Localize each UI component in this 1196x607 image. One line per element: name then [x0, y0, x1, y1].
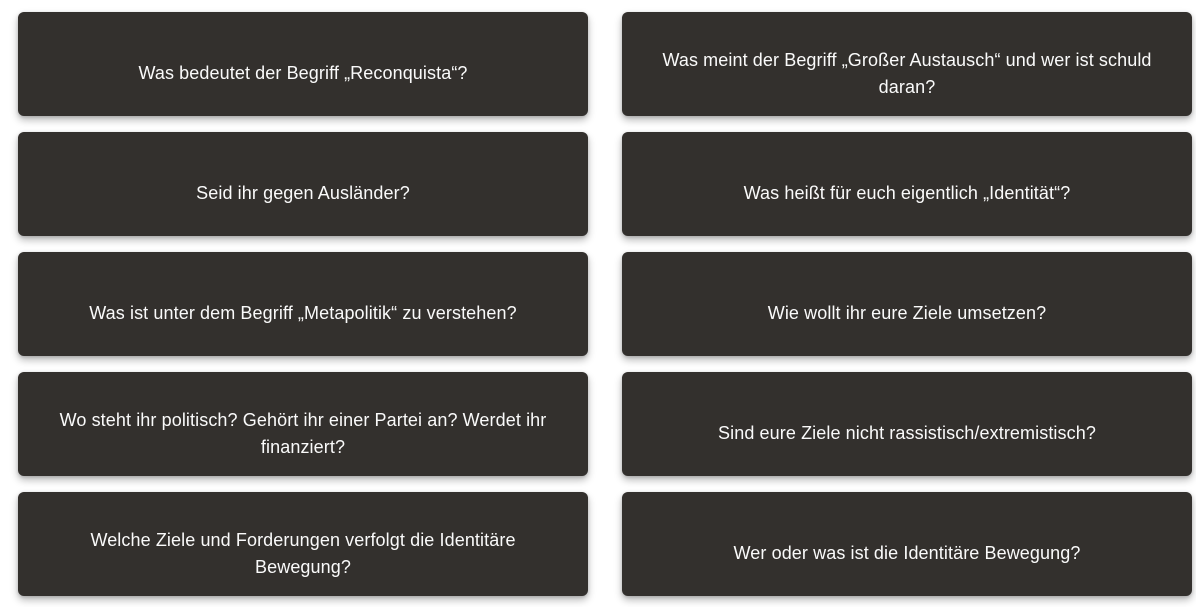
faq-question-card[interactable] [18, 372, 588, 476]
faq-question-label: Wo steht ihr politisch? Gehört ihr einer Partei an? Werdet ihr finanziert? [59, 409, 547, 457]
faq-question-card[interactable] [622, 132, 1192, 236]
faq-question-card[interactable] [622, 372, 1192, 476]
faq-question-label: Was ist unter dem Begriff „Metapolitik“ zu verstehen? [89, 303, 517, 323]
faq-question-label: Seid ihr gegen Ausländer? [196, 183, 410, 203]
faq-question-card[interactable] [622, 12, 1192, 116]
faq-question-card[interactable] [622, 252, 1192, 356]
faq-question-card[interactable] [18, 252, 588, 356]
faq-question-label: Was heißt für euch eigentlich „Identität“? [743, 183, 1071, 203]
faq-question-label: Wer oder was ist die Identitäre Bewegung? [733, 543, 1081, 563]
faq-question-card[interactable] [622, 492, 1192, 596]
faq-question-label: Was meint der Begriff „Großer Austausch“ und wer ist schuld daran? [662, 49, 1152, 97]
faq-question-label: Wie wollt ihr eure Ziele umsetzen? [767, 303, 1047, 323]
faq-question-card[interactable] [18, 12, 588, 116]
faq-question-card[interactable] [18, 132, 588, 236]
faq-question-card[interactable] [18, 492, 588, 596]
faq-question-label: Sind eure Ziele nicht rassistisch/extremistisch? [718, 423, 1096, 443]
faq-question-label: Was bedeutet der Begriff „Reconquista“? [138, 63, 468, 83]
faq-question-label: Welche Ziele und Forderungen verfolgt die Identitäre Bewegung? [90, 529, 516, 577]
